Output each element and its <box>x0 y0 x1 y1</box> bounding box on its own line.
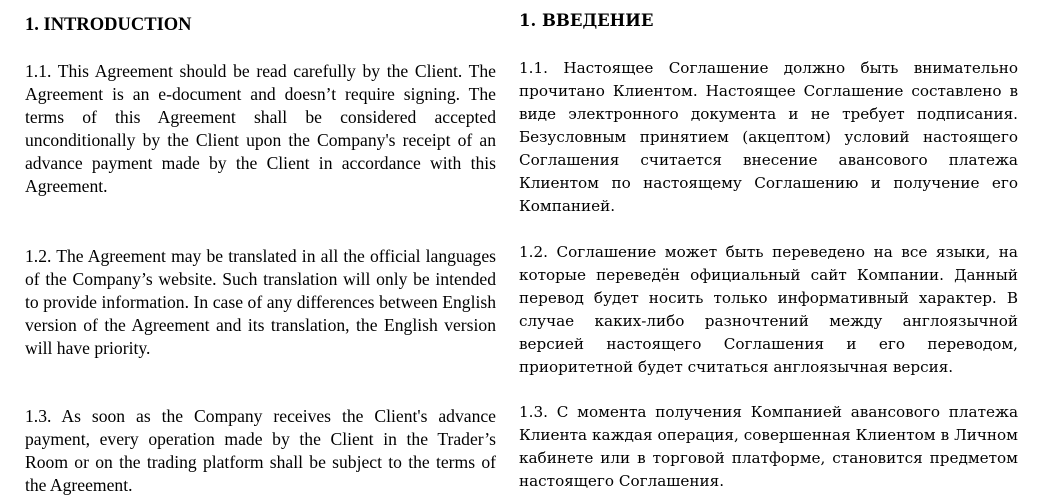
section-heading-russian: 1. ВВЕДЕНИЕ <box>519 11 654 30</box>
clause-1-1-english: 1.1. This Agreement should be read carefully by the Client. The Agreement is an e-document and doesn’t require signing. The terms of this Agreement shall be considered accepted unconditionally by the Client upon the Company's receipt of an advance payment made by the Client in accordance with this Agreement. <box>25 61 496 196</box>
clause-1-1-russian: 1.1. Настоящее Соглашение должно быть внимательно прочитано Клиентом. Настоящее Соглашение составлено в виде электронного документа и не требует подписания. Безусловным принятием (акцептом) условий настоящего Соглашения считается внесение авансового платежа Клиентом по настоящему Соглашению и получение его Компанией. <box>519 59 1018 215</box>
clause-1-3-english: 1.3. As soon as the Company receives the Client's advance payment, every operation made by the Client in the Trader’s Room or on the trading platform shall be subject to the terms of the Agreement. <box>25 406 496 495</box>
clause-1-2-english: 1.2. The Agreement may be translated in all the official languages of the Company’s website. Such translation will only be intended to provide information. In case of any differences between English version of the Agreement and its translation, the English version will have priority. <box>25 246 496 358</box>
clause-1-2-russian: 1.2. Соглашение может быть переведено на все языки, на которые переведён официальный сайт Компании. Данный перевод будет носить только информативный характер. В случае каких-либо разночтений между англоязычной версией настоящего Соглашения и его переводом, приоритетной будет считаться англоязычная версия. <box>519 243 1018 376</box>
clause-1-3-russian: 1.3. С момента получения Компанией авансового платежа Клиента каждая операция, совершенная Клиентом в Личном кабинете или в торговой платформе, становится предметом настоящего Соглашения. <box>519 403 1018 490</box>
section-heading-english: 1. INTRODUCTION <box>25 15 192 35</box>
